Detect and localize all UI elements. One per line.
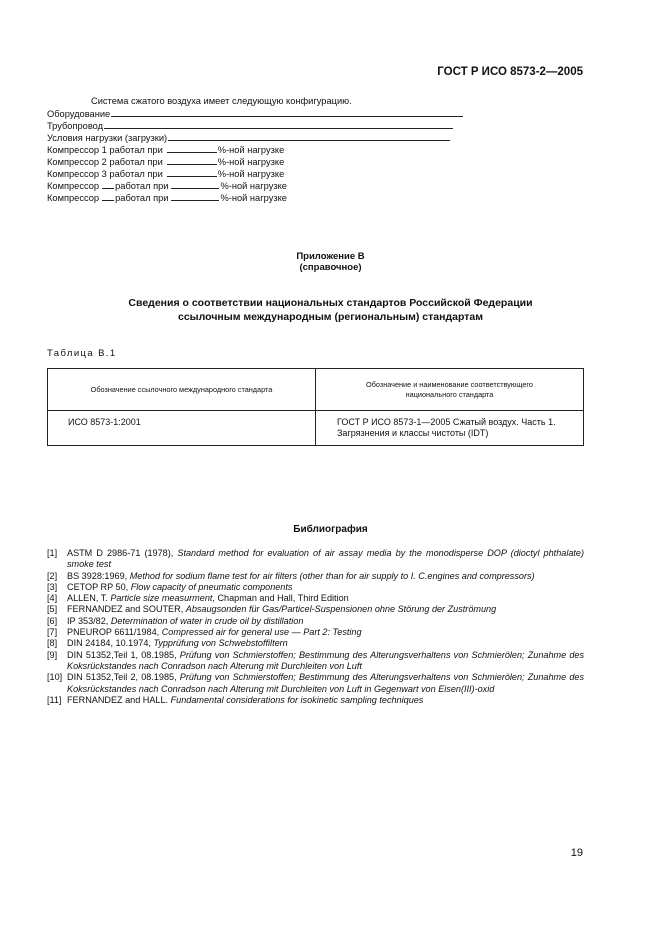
entry-text <box>67 593 584 604</box>
appendix-subtitle: (справочное) <box>299 262 362 273</box>
compressor-middle: работал при <box>115 181 169 191</box>
entry-plain: PNEUROP 6611/1984, <box>67 627 162 638</box>
entry-number: [2] <box>47 570 58 581</box>
table-header-cell <box>316 369 584 411</box>
entry-italic: Standard method for evaluation of air assay media by the monodisperse DOP (dioctyl phthalate) smoke test <box>67 548 585 570</box>
entry-plain: ALLEN, T. <box>67 593 111 604</box>
config-field-label: Оборудование <box>47 109 111 119</box>
compressor-prefix: Компрессор 2 работал при <box>47 157 163 167</box>
entry-number: [10] <box>47 672 63 683</box>
fill-line <box>102 180 114 189</box>
compressor-suffix: %-ной нагрузке <box>217 157 285 167</box>
entry-number: [4] <box>47 593 58 604</box>
compressor-suffix: %-ной нагрузке <box>220 193 287 203</box>
entry-italic: Absaugsonden für Gas/Particel-Suspensionen ohne Störung der Zuströmung <box>185 604 497 615</box>
fill-line <box>104 120 453 129</box>
entry-italic: Prüfung von Schmierstoffen; Bestimmung des Alterungsverhaltens von Schmierölen; Zunahme des Koksrückstandes nach Conradson nach Alterung mit Durchleiten von Luft <box>67 649 584 671</box>
table-header-line: национального стандарта <box>405 389 494 399</box>
entry-text <box>67 604 584 615</box>
fill-line <box>111 108 463 117</box>
compressor-suffix: %-ной нагрузке <box>217 169 285 179</box>
table-cell <box>316 411 584 446</box>
fill-line <box>168 132 450 141</box>
entry-italic: Method for sodium flame test for air filters (other than for air supply to I. C.engines and compressors) <box>129 570 535 581</box>
config-intro: Система сжатого воздуха имеет следующую конфигурацию. <box>91 96 352 106</box>
compressor-prefix: Компрессор <box>47 181 100 191</box>
config-field-row <box>47 108 463 120</box>
table-row <box>48 411 584 446</box>
compressor-prefix: Компрессор 3 работал при <box>47 169 163 179</box>
entry-text <box>67 638 584 649</box>
fill-line <box>167 168 217 177</box>
compressor-row <box>47 192 463 204</box>
entry-plain: FERNANDEZ and HALL. <box>67 694 171 705</box>
entry-number: [8] <box>47 638 58 649</box>
bibliography-entry <box>47 604 584 615</box>
config-field-label: Условия нагрузки (загрузки) <box>47 133 168 143</box>
entry-number: [11] <box>47 694 62 705</box>
appendix-heading <box>0 297 661 324</box>
appendix-heading-line2: ссылочным международным (региональным) стандартам <box>178 310 483 323</box>
table-header-line: Обозначение и наименование соответствующего <box>366 379 533 389</box>
entry-number: [5] <box>47 604 58 615</box>
table-cell-line: ГОСТ Р ИСО 8573-1—2005 Сжатый воздух. Часть 1. <box>337 417 556 427</box>
entry-italic: Fundamental considerations for isokinetic sampling techniques <box>170 694 424 705</box>
config-section <box>47 96 463 204</box>
entry-plain: BS 3928:1969, <box>67 570 130 581</box>
table-label: Таблица В.1 <box>47 348 117 359</box>
table-cell-line: Загрязнения и классы чистоты (IDT) <box>337 428 489 438</box>
entry-number: [1] <box>47 548 58 558</box>
fill-line <box>171 192 219 201</box>
entry-italic: Compressed air for general use — Part 2: Testing <box>161 627 362 638</box>
fill-line <box>102 192 114 201</box>
bibliography-list <box>47 548 584 706</box>
compressor-row <box>47 180 463 192</box>
table-header-row <box>48 369 584 411</box>
entry-italic: Determination of water in crude oil by distillation <box>110 615 304 626</box>
entry-italic: Particle size measurment <box>110 593 213 604</box>
entry-text <box>67 695 584 706</box>
entry-text <box>67 548 584 571</box>
bibliography-entry <box>47 582 584 593</box>
entry-italic: Typprüfung von Schwebstoffiltern <box>153 638 288 649</box>
fill-line <box>167 144 217 153</box>
entry-plain: ASTM D 2986-71 (1978), <box>67 548 178 558</box>
entry-plain: IP 353/82, <box>67 615 111 626</box>
entry-plain: DIN 51352,Teil 2, 08.1985, <box>67 672 180 683</box>
bibliography-entry <box>47 616 584 627</box>
entry-text <box>67 650 584 673</box>
compressor-row <box>47 156 463 168</box>
standard-code-header: ГОСТ Р ИСО 8573-2—2005 <box>437 66 583 78</box>
entry-text <box>67 672 584 695</box>
config-field-row <box>47 132 463 144</box>
entry-plain: CETOP RP 50, <box>67 581 131 592</box>
config-field-row <box>47 120 463 132</box>
standards-table <box>47 368 584 446</box>
entry-italic: Flow capacity of pneumatic components <box>130 581 293 592</box>
bibliography-entry <box>47 571 584 582</box>
entry-number: [6] <box>47 615 58 626</box>
bibliography-entry <box>47 638 584 649</box>
entry-text <box>67 627 584 638</box>
bibliography-entry <box>47 695 584 706</box>
bibliography-entry <box>47 672 584 695</box>
compressor-prefix: Компрессор 1 работал при <box>47 145 163 155</box>
entry-text <box>67 582 584 593</box>
config-field-label: Трубопровод <box>47 121 104 131</box>
compressor-middle: работал при <box>115 193 169 203</box>
bibliography-entry <box>47 627 584 638</box>
compressor-prefix: Компрессор <box>47 193 100 203</box>
entry-italic: Prüfung von Schmierstoffen; Bestimmung des Alterungsverhaltens von Schmierölen; Zunahme des Koksrückstandes nach Conradson nach Alterung mit Durchleiten von Luft in Gegenwart von Eisen(III)-oxid <box>67 672 584 694</box>
entry-number: [3] <box>47 581 58 592</box>
table-cell: ИСО 8573-1:2001 <box>48 411 316 446</box>
bibliography-title: Библиография <box>293 524 368 535</box>
compressor-row <box>47 168 463 180</box>
entry-number: [7] <box>47 627 58 638</box>
entry-plain: FERNANDEZ and SOUTER, <box>67 604 186 615</box>
compressor-row <box>47 144 463 156</box>
bibliography-entry <box>47 548 584 571</box>
page-number: 19 <box>570 847 583 859</box>
entry-number: [9] <box>47 649 58 660</box>
bibliography-entry <box>47 593 584 604</box>
appendix-heading-line1: Сведения о соответствии национальных стандартов Российской Федерации <box>128 297 533 309</box>
entry-text <box>67 571 584 582</box>
entry-plain: DIN 24184, 10.1974, <box>67 638 154 649</box>
appendix-title: Приложение В <box>296 251 365 262</box>
fill-line <box>171 180 219 189</box>
compressor-suffix: %-ной нагрузке <box>217 145 285 155</box>
bibliography-entry <box>47 650 584 673</box>
entry-plain: DIN 51352,Teil 1, 08.1985, <box>67 649 180 660</box>
entry-text <box>67 616 584 627</box>
compressor-suffix: %-ной нагрузке <box>220 181 287 191</box>
fill-line <box>167 156 217 165</box>
entry-tail: , Chapman and Hall, Third Edition <box>212 593 349 604</box>
table-header-cell: Обозначение ссылочного международного стандарта <box>48 369 316 411</box>
